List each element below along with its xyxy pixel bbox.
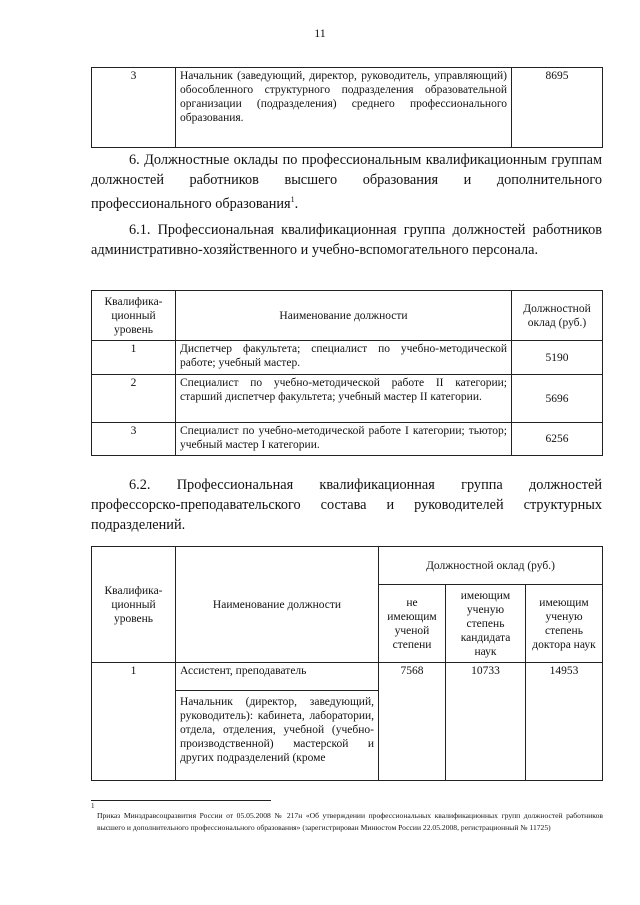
header-salary-group: Должностной оклад (руб.) <box>379 547 603 585</box>
header-level: Квалифика-ционный уровень <box>92 547 176 663</box>
section-6-2-heading: 6.2. Профессиональная квалификационная группа должностей профессорско-преподавательского состава и руководителей структурных подразделений. <box>91 477 602 533</box>
table-continuation <box>91 67 603 148</box>
position-cell: Ассистент, преподаватель <box>176 663 379 691</box>
header-doctor: имеющим ученую степень доктора наук <box>526 585 603 663</box>
salary-cell: 5696 <box>512 375 603 423</box>
page-number: 11 <box>314 26 326 40</box>
header-position: Наименование должности <box>176 547 379 663</box>
salary-no-degree-cell: 7568 <box>379 663 446 781</box>
salary-cell: 5190 <box>512 341 603 375</box>
position-cell: Специалист по учебно-методической работе I категории; тьютор; учебный мастер I категории. <box>176 423 512 456</box>
level-cell: 1 <box>92 341 176 375</box>
header-position: Наименование должности <box>176 291 512 341</box>
level-cell: 3 <box>92 423 176 456</box>
header-candidate: имеющим ученую степень кандидата наук <box>446 585 526 663</box>
table-row <box>92 341 603 375</box>
header-level: Квалифика-ционный уровень <box>92 291 176 341</box>
footnote-text: Приказ Минздравсоцразвития России от 05.05.2008 № 217н «Об утверждении профессиональных квалификационных групп должностей работников высшего и дополнительного профессионального образования» (зарегистрирован Минюстом России 22.05.2008, регистрационный № 11725) <box>97 811 603 832</box>
position-cell: Начальник (директор, заведующий, руководитель): кабинета, лаборатории, отдела, отделения, учебной (учебно-производственной) мастерской и других подразделений (кроме <box>176 691 379 781</box>
header-no-degree: не имеющим ученой степени <box>379 585 446 663</box>
section-6-text: 6. Должностные оклады по профессиональным квалификационным группам должностей работников высшего образования и дополнительного профессионального образования <box>91 152 602 212</box>
table-header-row <box>92 291 603 341</box>
level-cell: 1 <box>92 663 176 781</box>
position-cell: Специалист по учебно-методической работе II категории; старший диспетчер факультета; учебный мастер II категории. <box>176 375 512 423</box>
table-6-2 <box>91 546 603 781</box>
table-row <box>92 68 603 148</box>
footnote-mark: 1 <box>91 802 95 810</box>
table-row <box>92 375 603 423</box>
table-row <box>92 663 603 691</box>
table-header-row <box>92 547 603 585</box>
salary-cell: 6256 <box>512 423 603 456</box>
section-6-tail: . <box>294 195 299 212</box>
section-6-heading <box>91 150 602 214</box>
section-6-1-heading: 6.1. Профессиональная квалификационная группа должностей работников административно-хозяйственного и учебно-вспомогательного персонала. <box>91 222 602 258</box>
level-cell: 2 <box>92 375 176 423</box>
salary-cell: 8695 <box>512 68 603 148</box>
position-cell: Начальник (заведующий, директор, руководитель, управляющий) обособленного структурного подразделения образовательной организации (подразделения) среднего профессионального образования. <box>176 68 512 148</box>
position-cell: Диспетчер факультета; специалист по учебно-методической работе; учебный мастер. <box>176 341 512 375</box>
table-6-1 <box>91 290 603 456</box>
table-row <box>92 423 603 456</box>
salary-candidate-cell: 10733 <box>446 663 526 781</box>
header-salary: Должностной оклад (руб.) <box>512 291 603 341</box>
level-cell: 3 <box>92 68 176 148</box>
footnote-ref: 1 <box>290 195 295 204</box>
footnote-separator <box>91 800 271 801</box>
salary-doctor-cell: 14953 <box>526 663 603 781</box>
